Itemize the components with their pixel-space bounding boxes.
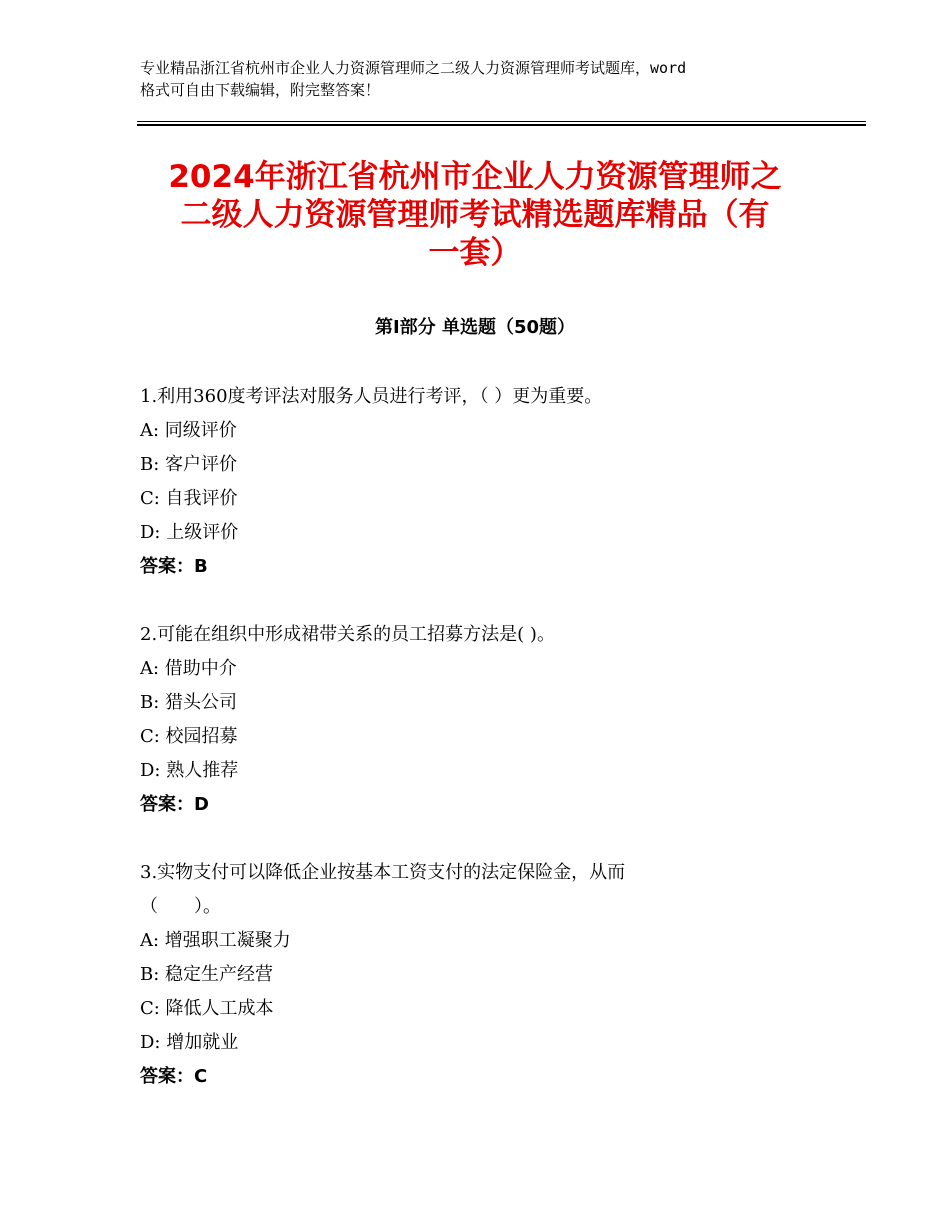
question-2	[140, 618, 780, 822]
question-3-option-b: B: 稳定生产经营	[140, 964, 274, 985]
question-2-answer: 答案：D	[140, 794, 209, 815]
question-3-option-c: C: 降低人工成本	[140, 998, 274, 1019]
document-title-line-3: 一套）	[428, 235, 522, 271]
document-title-line-2: 二级人力资源管理师考试精选题库精品（有	[180, 197, 770, 233]
question-2-option-a: A: 借助中介	[140, 658, 237, 679]
question-3	[140, 856, 780, 1094]
header-rule-thick	[137, 124, 866, 126]
question-3-stem-continued: （ ）。	[140, 896, 221, 917]
question-1-stem: 1.利用360度考评法对服务人员进行考评，（ ）更为重要。	[140, 386, 603, 407]
question-3-option-d: D: 增加就业	[140, 1032, 239, 1053]
question-1-option-a: A: 同级评价	[140, 420, 237, 441]
question-3-stem: 3.实物支付可以降低企业按基本工资支付的法定保险金，从而	[140, 862, 626, 883]
question-3-answer: 答案：C	[140, 1066, 208, 1087]
header-note	[140, 57, 830, 101]
question-2-stem: 2.可能在组织中形成裙带关系的员工招募方法是( )。	[140, 624, 555, 645]
question-1-option-d: D: 上级评价	[140, 522, 239, 543]
question-1-answer: 答案：B	[140, 556, 208, 577]
header-note-line-1: 专业精品浙江省杭州市企业人力资源管理师之二级人力资源管理师考试题库，word	[140, 59, 687, 77]
document-title	[137, 158, 813, 272]
question-1	[140, 380, 780, 584]
question-1-option-c: C: 自我评价	[140, 488, 238, 509]
section-title: 第Ⅰ部分 单选题（50题）	[374, 317, 575, 338]
question-1-option-b: B: 客户评价	[140, 454, 238, 475]
question-3-option-a: A: 增强职工凝聚力	[140, 930, 291, 951]
document-title-line-1: 2024年浙江省杭州市企业人力资源管理师之	[168, 159, 782, 195]
header-note-line-2: 格式可自由下载编辑，附完整答案！	[140, 81, 381, 99]
question-2-option-b: B: 猎头公司	[140, 692, 238, 713]
header-rule-thin	[137, 121, 866, 122]
question-2-option-c: C: 校园招募	[140, 726, 238, 747]
question-2-option-d: D: 熟人推荐	[140, 760, 239, 781]
